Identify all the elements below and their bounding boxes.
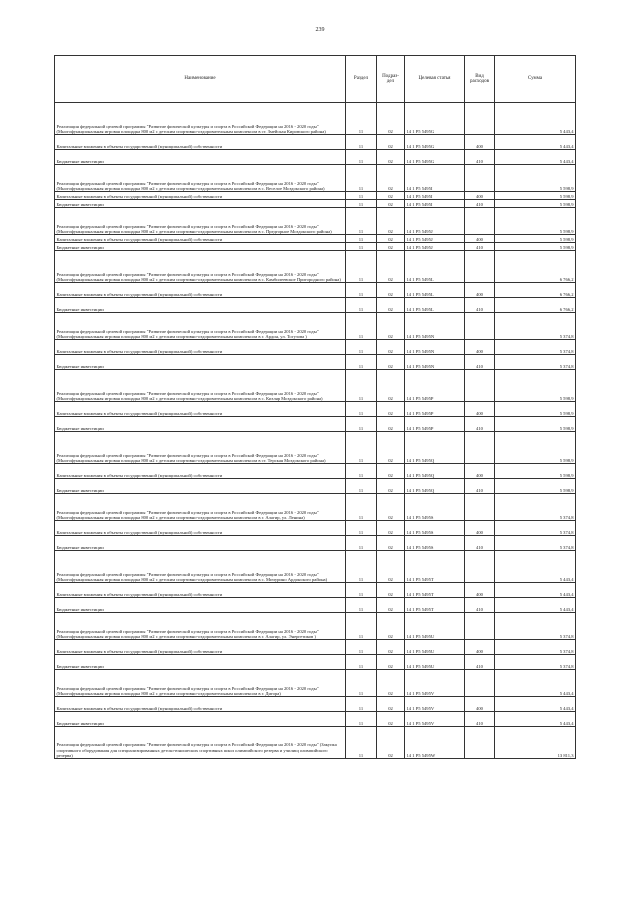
row-exp-type [465, 208, 495, 235]
row-name: Капитальные вложения в объекты государственной (муниципальной) собственности [55, 192, 346, 200]
table-row [55, 521, 576, 536]
table-body [55, 103, 576, 759]
header-name: Наименование [55, 56, 346, 103]
row-subsection: 02 [377, 103, 405, 135]
row-sum: 5 374,8 [495, 494, 576, 521]
row-name: Реализация федеральной целевой программы "Развитие физической культуры и спорта в Российской Федерации на 2016 - 2020 годы" (Многофункциональная игровая площадка 800 м2 с детским спортивно-оздоровительным комплексом в г. Дигора) [55, 670, 346, 697]
row-subsection: 02 [377, 494, 405, 521]
table-row [55, 432, 576, 464]
row-exp-type [465, 103, 495, 135]
row-exp-type [465, 370, 495, 402]
row-section: 11 [346, 192, 377, 200]
table-row [55, 670, 576, 697]
table-row [55, 417, 576, 432]
row-sum: 6 766,2 [495, 298, 576, 313]
header-exp-type: Вид расходов [465, 56, 495, 103]
row-sum: 5 443,4 [495, 697, 576, 712]
row-section: 11 [346, 165, 377, 192]
row-subsection: 02 [377, 283, 405, 298]
row-sum: 5 374,8 [495, 613, 576, 640]
row-sum: 5 443,4 [495, 135, 576, 150]
table-row [55, 192, 576, 200]
row-sum: 13 811,3 [495, 727, 576, 759]
row-section: 11 [346, 251, 377, 283]
row-subsection: 02 [377, 135, 405, 150]
row-section: 11 [346, 727, 377, 759]
row-name: Бюджетные инвестиции [55, 598, 346, 613]
row-target: 14 1 P5 5495N [405, 355, 465, 370]
row-subsection: 02 [377, 521, 405, 536]
row-section: 11 [346, 521, 377, 536]
row-exp-type [465, 727, 495, 759]
row-target: 14 1 P5 5495G [405, 103, 465, 135]
row-target: 14 1 P5 5495S [405, 536, 465, 551]
row-name: Реализация федеральной целевой программы "Развитие физической культуры и спорта в Российской Федерации на 2016 - 2020 годы" (Многофункциональная игровая площадка 800 м2 с детским спортивно-оздоровительным комплексом в г. Ардон, ул. Тогузова ) [55, 313, 346, 340]
table-row [55, 235, 576, 243]
row-section: 11 [346, 640, 377, 655]
table-row [55, 583, 576, 598]
row-exp-type [465, 670, 495, 697]
row-target: 14 1 P5 5495P [405, 370, 465, 402]
row-sum: 5 374,8 [495, 640, 576, 655]
row-sum: 6 766,2 [495, 283, 576, 298]
table-row [55, 340, 576, 355]
table-row [55, 727, 576, 759]
table-row [55, 298, 576, 313]
row-sum: 5 374,8 [495, 536, 576, 551]
row-sum: 5 374,8 [495, 340, 576, 355]
page-number: 239 [315, 27, 325, 33]
header-sum: Сумма [495, 56, 576, 103]
row-exp-type: 400 [465, 697, 495, 712]
row-exp-type: 400 [465, 135, 495, 150]
table-row [55, 165, 576, 192]
row-sum: 5 443,4 [495, 670, 576, 697]
row-sum: 5 598,9 [495, 479, 576, 494]
row-exp-type: 410 [465, 200, 495, 208]
row-section: 11 [346, 208, 377, 235]
row-name: Бюджетные инвестиции [55, 355, 346, 370]
row-section: 11 [346, 655, 377, 670]
row-target: 14 1 P5 5495S [405, 521, 465, 536]
table-row [55, 598, 576, 613]
row-subsection: 02 [377, 298, 405, 313]
table-row [55, 697, 576, 712]
row-section: 11 [346, 598, 377, 613]
row-target: 14 1 P5 5495J [405, 243, 465, 251]
row-exp-type: 410 [465, 150, 495, 165]
table-row [55, 494, 576, 521]
row-name: Капитальные вложения в объекты государственной (муниципальной) собственности [55, 135, 346, 150]
row-target: 14 1 P5 5495V [405, 697, 465, 712]
row-subsection: 02 [377, 598, 405, 613]
row-exp-type: 400 [465, 583, 495, 598]
row-section: 11 [346, 283, 377, 298]
row-subsection: 02 [377, 150, 405, 165]
row-sum: 5 598,9 [495, 243, 576, 251]
row-sum: 5 598,9 [495, 165, 576, 192]
table-row [55, 536, 576, 551]
row-name: Реализация федеральной целевой программы "Развитие физической культуры и спорта в Российской Федерации на 2016 - 2020 годы" (Многофункциональная игровая площадка 800 м2 с детским спортивно-оздоровительным комплексом в ст. Змейская Кировского района) [55, 103, 346, 135]
row-subsection: 02 [377, 432, 405, 464]
row-subsection: 02 [377, 235, 405, 243]
row-sum: 5 598,9 [495, 208, 576, 235]
row-section: 11 [346, 494, 377, 521]
row-exp-type: 400 [465, 402, 495, 417]
row-subsection: 02 [377, 355, 405, 370]
row-subsection: 02 [377, 727, 405, 759]
row-target: 14 1 P5 5495W [405, 727, 465, 759]
row-exp-type: 410 [465, 655, 495, 670]
row-section: 11 [346, 479, 377, 494]
row-name: Капитальные вложения в объекты государственной (муниципальной) собственности [55, 697, 346, 712]
table-row [55, 551, 576, 583]
table-row [55, 251, 576, 283]
row-section: 11 [346, 235, 377, 243]
row-sum: 5 443,4 [495, 712, 576, 727]
row-section: 11 [346, 583, 377, 598]
row-subsection: 02 [377, 464, 405, 479]
row-sum: 5 374,8 [495, 355, 576, 370]
row-sum: 5 598,9 [495, 417, 576, 432]
row-section: 11 [346, 613, 377, 640]
row-target: 14 1 P5 5495P [405, 402, 465, 417]
table-row [55, 479, 576, 494]
row-subsection: 02 [377, 243, 405, 251]
row-sum: 5 598,9 [495, 235, 576, 243]
row-target: 14 1 P5 5495T [405, 583, 465, 598]
row-name: Реализация федеральной целевой программы "Развитие физической культуры и спорта в Российской Федерации на 2016 - 2020 годы" (Многофункциональная игровая площадка 800 м2 с детским спортивно-оздоровительным комплексом в ст. Терская Моздокского района) [55, 432, 346, 464]
table-row [55, 655, 576, 670]
row-subsection: 02 [377, 670, 405, 697]
row-exp-type [465, 551, 495, 583]
row-section: 11 [346, 340, 377, 355]
row-subsection: 02 [377, 165, 405, 192]
row-subsection: 02 [377, 583, 405, 598]
row-sum: 5 598,9 [495, 370, 576, 402]
row-sum: 5 374,8 [495, 313, 576, 340]
row-name: Бюджетные инвестиции [55, 712, 346, 727]
row-subsection: 02 [377, 640, 405, 655]
row-section: 11 [346, 670, 377, 697]
row-target: 14 1 P5 5495Q [405, 464, 465, 479]
row-target: 14 1 P5 5495I [405, 192, 465, 200]
row-target: 14 1 P5 5495Q [405, 479, 465, 494]
row-name: Бюджетные инвестиции [55, 479, 346, 494]
row-name: Бюджетные инвестиции [55, 150, 346, 165]
row-target: 14 1 P5 5495J [405, 208, 465, 235]
row-name: Реализация федеральной целевой программы "Развитие физической культуры и спорта в Российской Федерации на 2016 - 2020 годы" (Многофункциональная игровая площадка 800 м2 с детским спортивно-оздоровительным комплексом в с. Мичурино Ардонского района) [55, 551, 346, 583]
row-sum: 5 598,9 [495, 432, 576, 464]
row-section: 11 [346, 464, 377, 479]
row-target: 14 1 P5 5495J [405, 235, 465, 243]
row-name: Бюджетные инвестиции [55, 417, 346, 432]
row-subsection: 02 [377, 251, 405, 283]
row-section: 11 [346, 103, 377, 135]
row-name: Реализация федеральной целевой программы "Развитие физической культуры и спорта в Российской Федерации на 2016 - 2020 годы" (Многофункциональная игровая площадка 800 м2 с детским спортивно-оздоровительным комплексом в с. Веселое Моздокского района) [55, 165, 346, 192]
row-name: Капитальные вложения в объекты государственной (муниципальной) собственности [55, 283, 346, 298]
row-exp-type [465, 432, 495, 464]
row-target: 14 1 P5 5495N [405, 313, 465, 340]
table-row [55, 313, 576, 340]
row-section: 11 [346, 402, 377, 417]
row-sum: 5 598,9 [495, 402, 576, 417]
header-section: Раздел [346, 56, 377, 103]
row-target: 14 1 P5 5495Q [405, 432, 465, 464]
header-target: Целевая статья [405, 56, 465, 103]
row-target: 14 1 P5 5495U [405, 655, 465, 670]
table-row [55, 355, 576, 370]
header-subsection: Подраз-дел [377, 56, 405, 103]
row-exp-type [465, 313, 495, 340]
row-name: Реализация федеральной целевой программы "Развитие физической культуры и спорта в Российской Федерации на 2016 - 2020 годы" (Многофункциональная игровая площадка 800 м2 с детским спортивно-оздоровительным комплексом в с. Камбилеевское Пригородного района) [55, 251, 346, 283]
row-name: Капитальные вложения в объекты государственной (муниципальной) собственности [55, 235, 346, 243]
row-target: 14 1 P5 5495I [405, 165, 465, 192]
row-subsection: 02 [377, 551, 405, 583]
row-section: 11 [346, 432, 377, 464]
row-name: Бюджетные инвестиции [55, 298, 346, 313]
row-target: 14 1 P5 5495U [405, 640, 465, 655]
table-row [55, 402, 576, 417]
row-subsection: 02 [377, 200, 405, 208]
row-target: 14 1 P5 5495V [405, 712, 465, 727]
row-exp-type: 400 [465, 340, 495, 355]
row-exp-type: 400 [465, 192, 495, 200]
row-exp-type: 400 [465, 283, 495, 298]
row-name: Реализация федеральной целевой программы "Развитие физической культуры и спорта в Российской Федерации на 2016 - 2020 годы" (Многофункциональная игровая площадка 800 м2 с детским спортивно-оздоровительным комплексом в с. Кизляр Моздокского района) [55, 370, 346, 402]
row-target: 14 1 P5 5495L [405, 298, 465, 313]
row-target: 14 1 P5 5495G [405, 150, 465, 165]
row-name: Реализация федеральной целевой программы "Развитие физической культуры и спорта в Российской Федерации на 2016 - 2020 годы" (Многофункциональная игровая площадка 800 м2 с детским спортивно-оздоровительным комплексом в г. Алагир, ул. Ленина) [55, 494, 346, 521]
row-sum: 5 598,9 [495, 464, 576, 479]
row-exp-type: 400 [465, 464, 495, 479]
row-section: 11 [346, 551, 377, 583]
row-name: Реализация федеральной целевой программы "Развитие физической культуры и спорта в Российской Федерации на 2016 - 2020 годы" (Многофункциональная игровая площадка 800 м2 с детским спортивно-оздоровительным комплексом в с. Предгорное Моздокского района) [55, 208, 346, 235]
row-name: Капитальные вложения в объекты государственной (муниципальной) собственности [55, 402, 346, 417]
row-exp-type: 410 [465, 417, 495, 432]
row-subsection: 02 [377, 417, 405, 432]
row-exp-type: 400 [465, 521, 495, 536]
row-target: 14 1 P5 5495L [405, 283, 465, 298]
row-exp-type [465, 494, 495, 521]
row-subsection: 02 [377, 712, 405, 727]
row-exp-type [465, 251, 495, 283]
row-section: 11 [346, 298, 377, 313]
row-exp-type: 410 [465, 479, 495, 494]
row-target: 14 1 P5 5495U [405, 613, 465, 640]
row-section: 11 [346, 536, 377, 551]
budget-table [54, 55, 576, 759]
row-target: 14 1 P5 5495S [405, 494, 465, 521]
row-subsection: 02 [377, 340, 405, 355]
row-subsection: 02 [377, 479, 405, 494]
row-section: 11 [346, 150, 377, 165]
table-row [55, 208, 576, 235]
table-row [55, 243, 576, 251]
row-sum: 6 766,2 [495, 251, 576, 283]
row-exp-type [465, 613, 495, 640]
table-row [55, 464, 576, 479]
row-section: 11 [346, 355, 377, 370]
row-sum: 5 443,4 [495, 103, 576, 135]
table-row [55, 370, 576, 402]
row-name: Капитальные вложения в объекты государственной (муниципальной) собственности [55, 521, 346, 536]
table-row [55, 640, 576, 655]
row-sum: 5 443,4 [495, 150, 576, 165]
row-subsection: 02 [377, 402, 405, 417]
row-subsection: 02 [377, 613, 405, 640]
row-exp-type: 410 [465, 712, 495, 727]
row-subsection: 02 [377, 370, 405, 402]
row-section: 11 [346, 200, 377, 208]
table-row [55, 283, 576, 298]
row-section: 11 [346, 313, 377, 340]
row-exp-type: 410 [465, 355, 495, 370]
row-name: Капитальные вложения в объекты государственной (муниципальной) собственности [55, 464, 346, 479]
table-header-row [55, 56, 576, 103]
row-target: 14 1 P5 5495T [405, 551, 465, 583]
row-name: Бюджетные инвестиции [55, 200, 346, 208]
row-name: Бюджетные инвестиции [55, 655, 346, 670]
row-section: 11 [346, 243, 377, 251]
row-subsection: 02 [377, 208, 405, 235]
row-subsection: 02 [377, 655, 405, 670]
row-target: 14 1 P5 5495I [405, 200, 465, 208]
row-exp-type [465, 165, 495, 192]
table-row [55, 200, 576, 208]
table-row [55, 103, 576, 135]
row-name: Капитальные вложения в объекты государственной (муниципальной) собственности [55, 340, 346, 355]
table-row [55, 135, 576, 150]
row-exp-type: 410 [465, 536, 495, 551]
row-subsection: 02 [377, 536, 405, 551]
row-exp-type: 410 [465, 598, 495, 613]
table-row [55, 150, 576, 165]
row-name: Бюджетные инвестиции [55, 536, 346, 551]
row-sum: 5 598,9 [495, 200, 576, 208]
row-sum: 5 374,8 [495, 521, 576, 536]
row-target: 14 1 P5 5495V [405, 670, 465, 697]
row-section: 11 [346, 697, 377, 712]
row-exp-type: 410 [465, 298, 495, 313]
row-target: 14 1 P5 5495L [405, 251, 465, 283]
row-sum: 5 443,4 [495, 583, 576, 598]
row-sum: 5 443,4 [495, 551, 576, 583]
row-name: Реализация федеральной целевой программы "Развитие физической культуры и спорта в Российской Федерации на 2016 - 2020 годы" (Закупка спортивного оборудования для специализированных детско-юношеских спортивных школ олимпийского резерва и училищ олимпийского резерва) [55, 727, 346, 759]
row-target: 14 1 P5 5495P [405, 417, 465, 432]
row-sum: 5 598,9 [495, 192, 576, 200]
table-row [55, 712, 576, 727]
row-exp-type: 400 [465, 235, 495, 243]
row-section: 11 [346, 370, 377, 402]
row-target: 14 1 P5 5495G [405, 135, 465, 150]
row-name: Реализация федеральной целевой программы "Развитие физической культуры и спорта в Российской Федерации на 2016 - 2020 годы" (Многофункциональная игровая площадка 800 м2 с детским спортивно-оздоровительным комплексом в г. Алагир, ул. Энергетиков ) [55, 613, 346, 640]
row-section: 11 [346, 417, 377, 432]
row-exp-type: 410 [465, 243, 495, 251]
row-subsection: 02 [377, 313, 405, 340]
row-target: 14 1 P5 5495N [405, 340, 465, 355]
row-target: 14 1 P5 5495T [405, 598, 465, 613]
row-exp-type: 400 [465, 640, 495, 655]
row-sum: 5 374,8 [495, 655, 576, 670]
row-name: Бюджетные инвестиции [55, 243, 346, 251]
row-name: Капитальные вложения в объекты государственной (муниципальной) собственности [55, 640, 346, 655]
row-section: 11 [346, 135, 377, 150]
row-sum: 5 443,4 [495, 598, 576, 613]
row-subsection: 02 [377, 697, 405, 712]
row-section: 11 [346, 712, 377, 727]
row-subsection: 02 [377, 192, 405, 200]
row-name: Капитальные вложения в объекты государственной (муниципальной) собственности [55, 583, 346, 598]
table-row [55, 613, 576, 640]
